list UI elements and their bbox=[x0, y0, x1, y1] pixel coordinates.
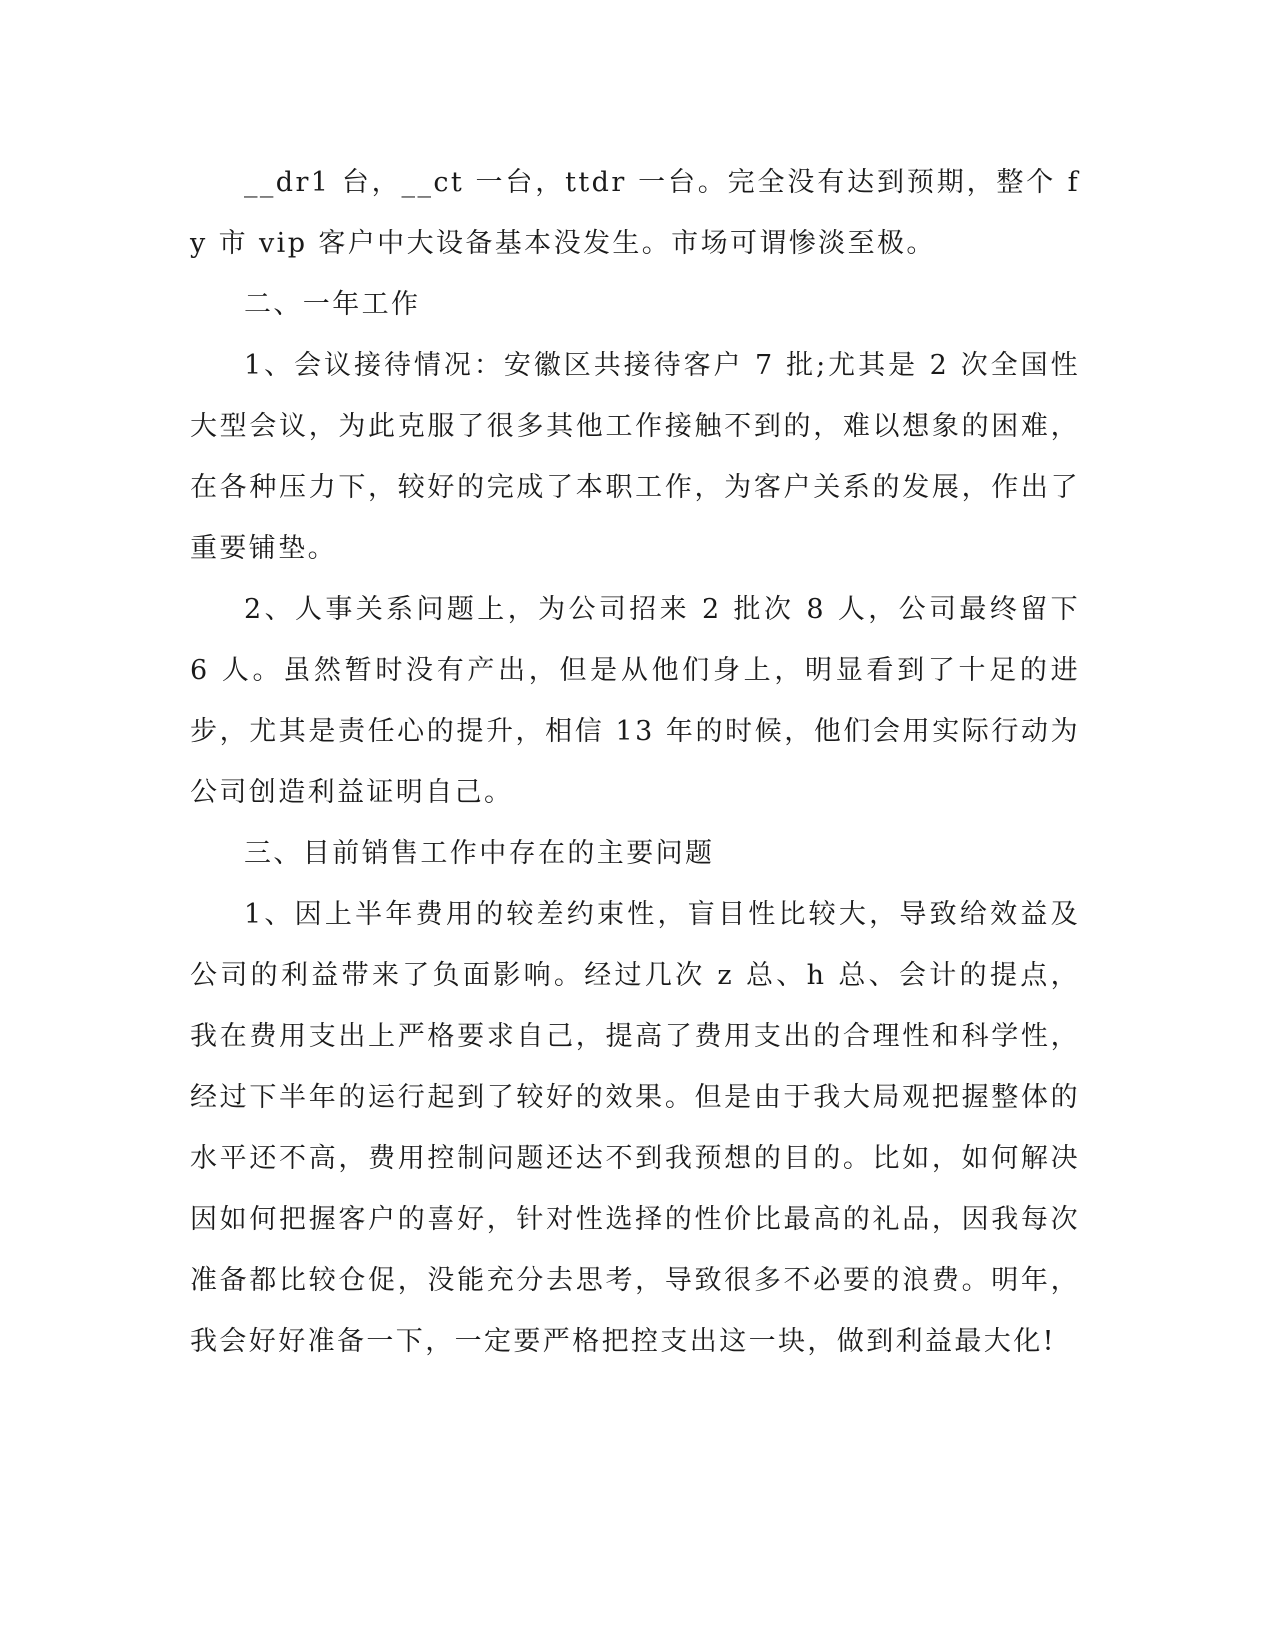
section-heading-annual-work: 二、一年工作 bbox=[244, 289, 421, 320]
section-heading-main-problems: 三、目前销售工作中存在的主要问题 bbox=[244, 838, 715, 869]
document-body bbox=[190, 152, 1080, 1372]
paragraph-meeting-reception: 1、会议接待情况：安徽区共接待客户 7 批;尤其是 2 次全国性大型会议，为此克服了很多其他工作接触不到的，难以想象的困难，在各种压力下，较好的完成了本职工作，为客户关系的发展，作出了重要铺垫。 bbox=[190, 350, 1080, 564]
paragraph-sales-result: __dr1 台，__ct 一台，ttdr 一台。完全没有达到预期，整个 fy 市 vip 客户中大设备基本没发生。市场可谓惨淡至极。 bbox=[190, 167, 1080, 259]
paragraph-personnel: 2、人事关系问题上，为公司招来 2 批次 8 人，公司最终留下 6 人。虽然暂时没有产出，但是从他们身上，明显看到了十足的进步，尤其是责任心的提升，相信 13 年的时候，他们会用实际行动为公司创造利益证明自己。 bbox=[190, 594, 1080, 808]
paragraph-cost-control: 1、因上半年费用的较差约束性，盲目性比较大，导致给效益及公司的利益带来了负面影响。经过几次 z 总、h 总、会计的提点，我在费用支出上严格要求自己，提高了费用支出的合理性和科学性，经过下半年的运行起到了较好的效果。但是由于我大局观把握整体的水平还不高，费用控制问题还达不到我预想的目的。比如，如何解决因如何把握客户的喜好，针对性选择的性价比最高的礼品，因我每次准备都比较仓促，没能充分去思考，导致很多不必要的浪费。明年，我会好好准备一下，一定要严格把控支出这一块，做到利益最大化! bbox=[190, 899, 1080, 1357]
